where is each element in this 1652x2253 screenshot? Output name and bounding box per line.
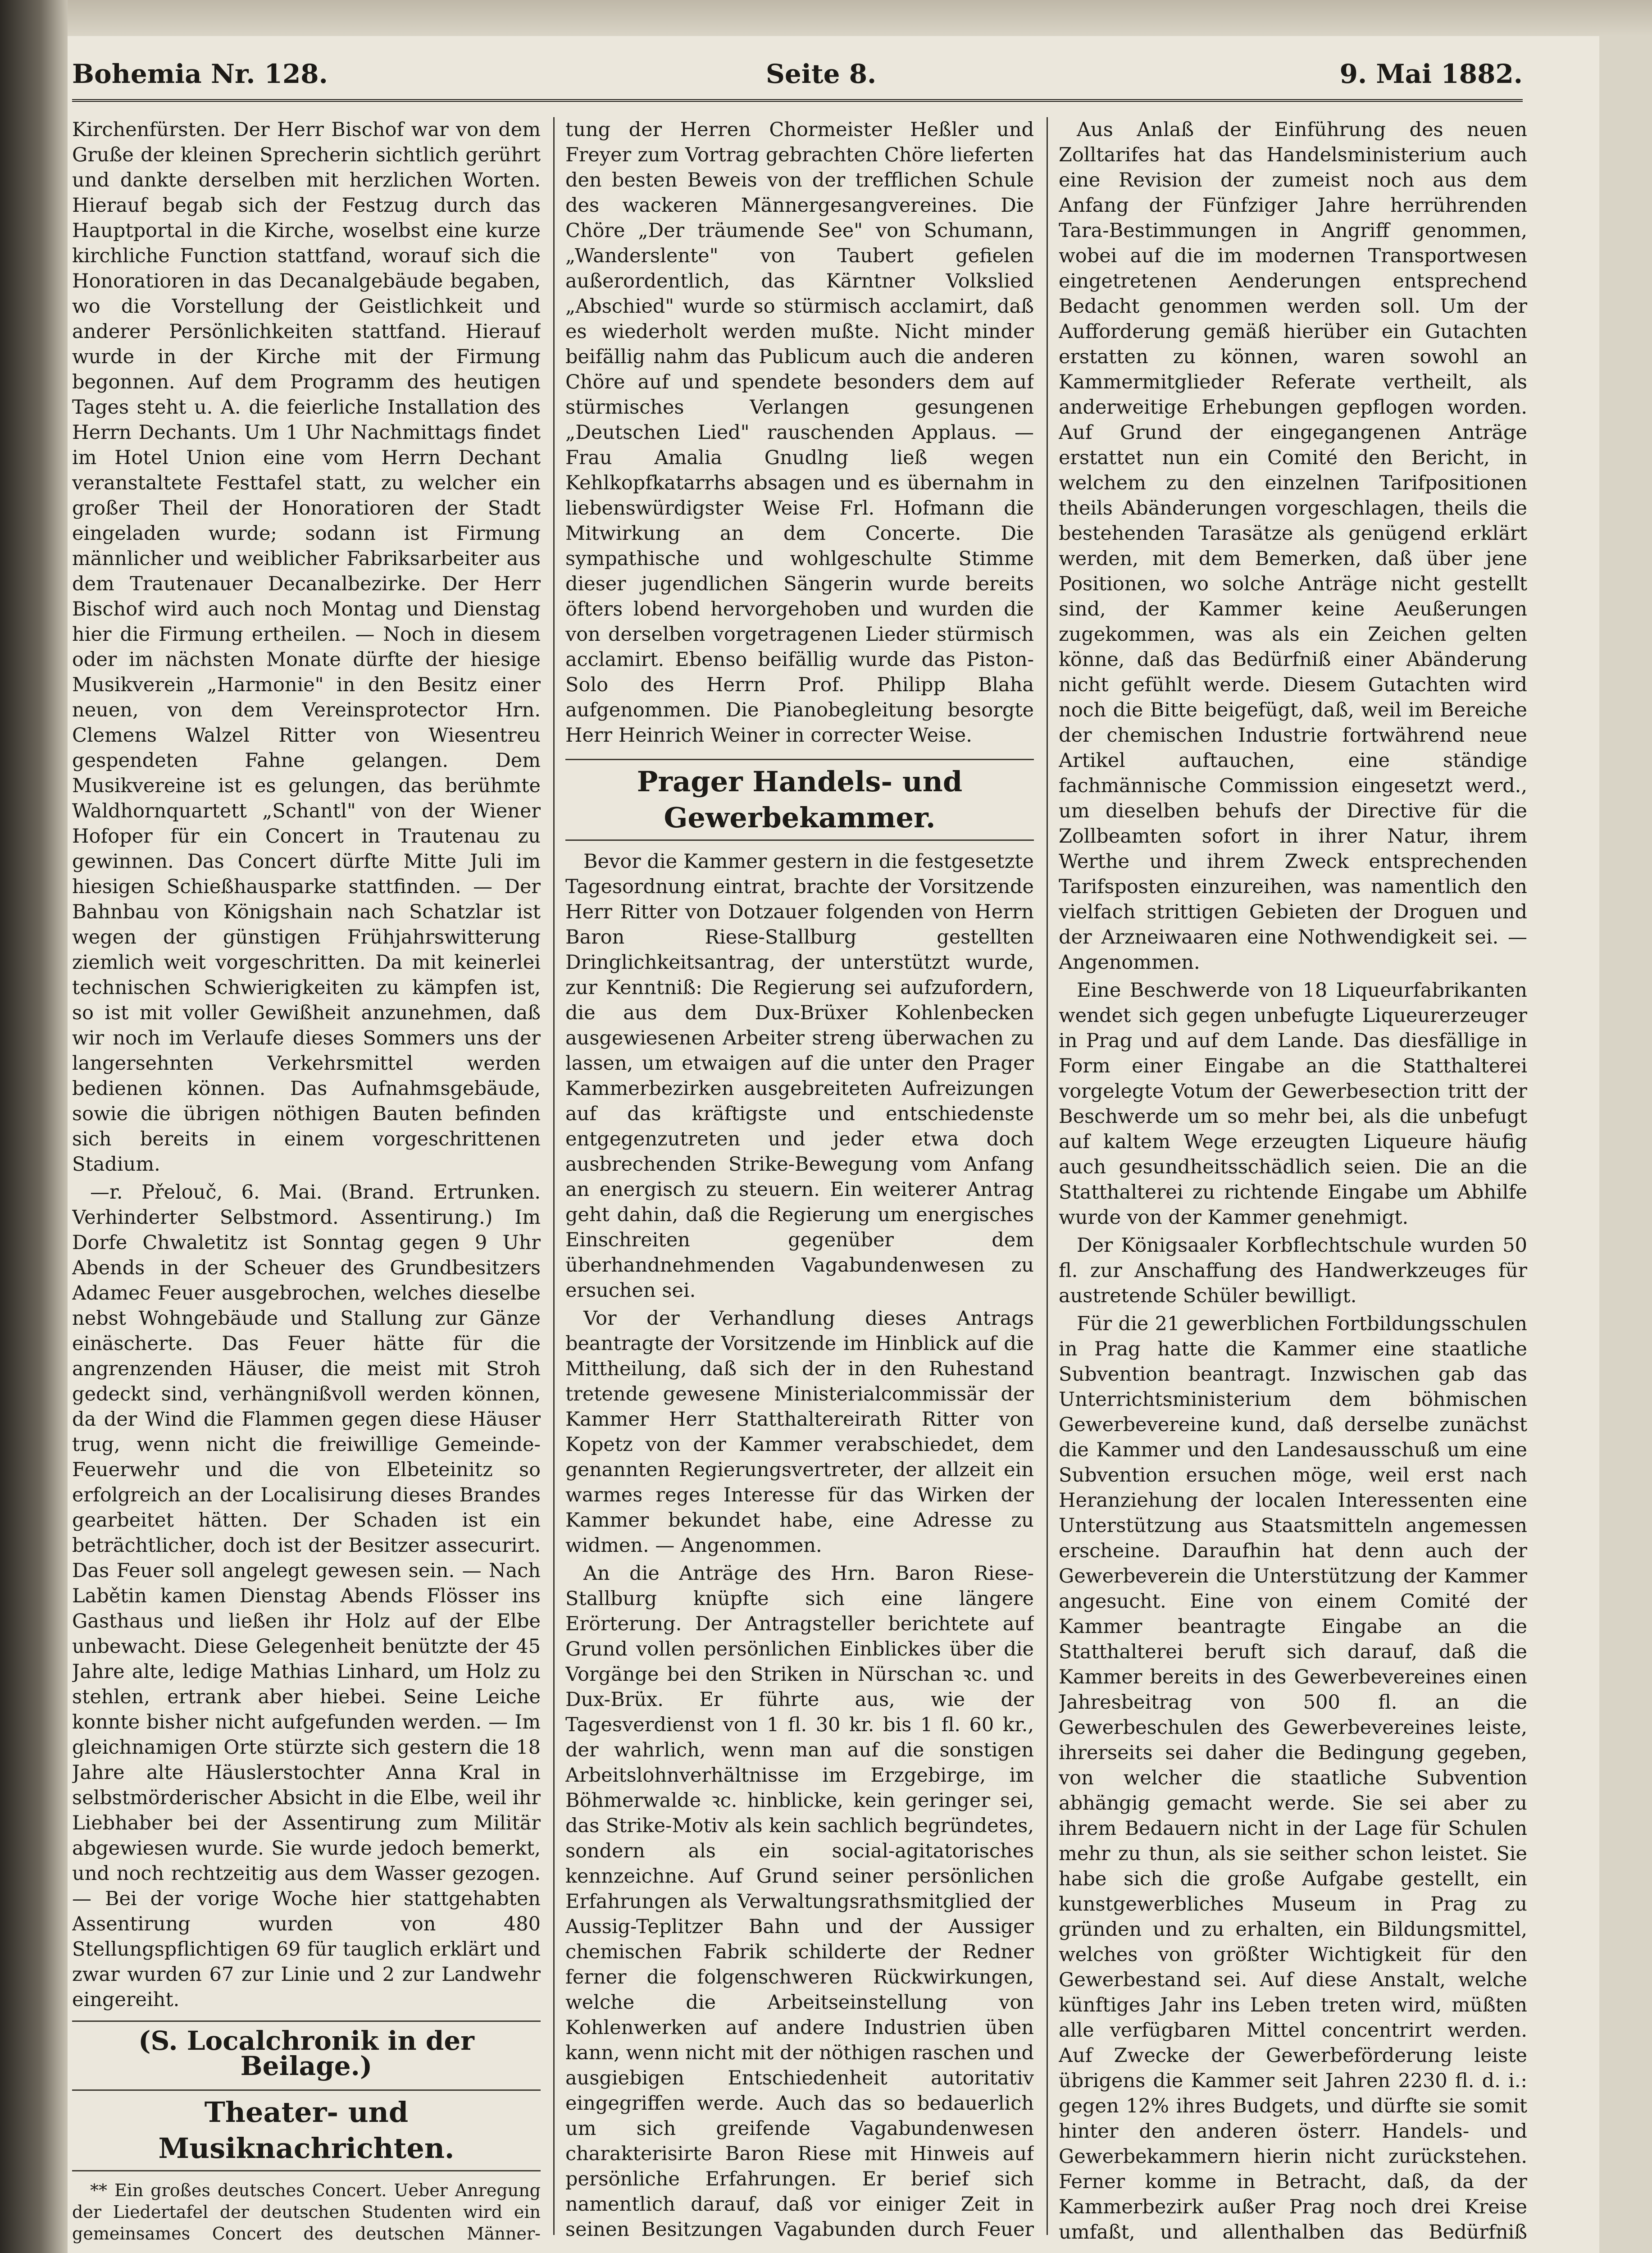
section-title-chamber: Prager Handels- und Gewerbekammer. xyxy=(565,759,1034,841)
page-top-edge xyxy=(68,0,1652,36)
article-text: Für die 21 gewerblichen Fortbildungsschulen in Prag hatte die Kammer eine staatliche Subvention beantragt. Inzwischen gab das Unterrichtsministerium dem böhmischen Gewerbevereine kund, daß derselbe zunächst die Kammer und den Landesausschuß um eine Subvention ersuchen möge, weil erst nach Heranziehung der localen Interessenten eine Unterstützung aus Staatsmitteln angemessen erscheine. Daraufhin hat denn auch der Gewerbeverein die Unterstützung der Kammer angesucht. Eine von einem Comité der Kammer beantragte Eingabe an die Statthalterei beruft sich darauf, daß die Kammer bereits in des Gewerbevereines einen Jahresbeitrag von 500 fl. an die Gewerbeschulen des Gewerbevereines leiste, ihrerseits sei daher die Bedingung gegeben, von welcher die staatliche Subvention abhängig gemacht werde. Sie sei aber zu ihrem Bedauern nicht in der Lage für Schulen mehr zu thun, als sie seither schon leistet. Sie habe sich die große Aufgabe gestellt, ein kunstgewerbliches Museum in Prag zu gründen und zu erhalten, ein Bildungsmittel, welches von größter Wichtigkeit für den Gewerbestand sei. Auf diese Anstalt, welche künftiges Jahr ins Leben treten wird, müßten alle verfügbaren Mittel concentrirt werden. Auf Zwecke der Gewerbeförderung leiste übrigens die Kammer seit Jahren 2230 fl. d. i.: gegen 12% ihres Budgets, und dürfte sie somit hinter den anderen österr. Handels- und Gewerbekammern hierin nicht zurückstehen. Ferner komme in Betracht, daß, da der Kammerbezirk außer Prag noch drei Kreise umfaßt, und allenthalben das Bedürfniß xyxy=(1059,1313,1527,2244)
article-text: Eine Beschwerde von 18 Liqueurfabrikanten wendet sich gegen unbefugte Liqueurerzeuger in Prag und auf dem Lande. Das diesfällige in Form einer Eingabe an die Statthalterei vorgelegte Votum der Gewerbesection tritt der Beschwerde um so mehr bei, als die unbefugt auf kaltem Wege erzeugten Liqueure häufig auch gesundheitsschädlich seien. Die an die Statthalterei zu richtende Eingabe um Abhilfe wurde von der Kammer genehmigt. xyxy=(1059,979,1527,1229)
column-1 xyxy=(72,117,541,2244)
article-text: Kirchenfürsten. Der Herr Bischof war von dem Gruße der kleinen Sprecherin sichtlich gerührt und dankte derselben mit herzlichen Worten. Hierauf begab sich der Festzug durch das Hauptportal in die Kirche, woselbst eine kurze kirchliche Function stattfand, worauf sich die Honoratioren in das Decanalgebäude begaben, wo die Vorstellung der Geistlichkeit und anderer Persönlichkeiten stattfand. Hierauf wurde in der Kirche mit der Firmung begonnen. Auf dem Programm des heutigen Tages steht u. A. die feierliche Installation des Herrn Dechants. Um 1 Uhr Nachmittags findet im Hotel Union eine vom Herrn Dechant veranstaltete Festtafel statt, zu welcher ein großer Theil der Honoratioren der Stadt eingeladen wurde; sodann ist Firmung männlicher und weiblicher Fabriksarbeiter aus dem Trautenauer Decanalbezirke. Der Herr Bischof wird auch noch Montag und Dienstag hier die Firmung ertheilen. — Noch in diesem oder im nächsten Monate dürfte der hiesige Musikverein „Harmonie" in den Besitz einer neuen, von dem Vereinsprotector Hrn. Clemens Walzel Ritter von Wiesentreu gespendeten Fahne gelangen. Dem Musikvereine ist es gelungen, das berühmte Waldhornquartett „Schantl" von der Wiener Hofoper für ein Concert in Trautenau zu gewinnen. Das Concert dürfte Mitte Juli im hiesigen Schießhausparke stattfinden. — Der Bahnbau von Königshain nach Schatzlar ist wegen der günstigen Frühjahrswitterung ziemlich weit vorgeschritten. Da mit keinerlei technischen Schwierigkeiten zu kämpfen ist, so ist mit voller Gewißheit anzunehmen, daß wir noch im Verlaufe dieses Sommers uns der langersehnten Verkehrsmittel werden bedienen können. Das Aufnahmsgebäude, sowie die übrigen nöthigen Bauten befinden sich bereits in einem vorgeschrittenen Stadium. xyxy=(72,119,541,1176)
header-date: 9. Mai 1882. xyxy=(1339,59,1523,89)
column-rule-1 xyxy=(553,117,555,2235)
article-text: —r. Přelouč, 6. Mai. (Brand. Ertrunken. Verhinderter Selbstmord. Assentirung.) Im Dorfe Chwaletitz ist Sonntag gegen 9 Uhr Abends in der Scheuer des Grundbesitzers Adamec Feuer ausgebrochen, welches dieselbe nebst Wohngebäude und Stallung zur Gänze einäscherte. Das Feuer hätte für die angrenzenden Häuser, die meist mit Stroh gedeckt sind, verhängnißvoll werden können, da der Wind die Flammen gegen diese Häuser trug, wenn nicht die freiwillige Gemeinde-Feuerwehr und die von Elbeteinitz so erfolgreich an der Localisirung dieses Brandes gearbeitet hätten. Der Schaden ist ein beträchtlicher, doch ist der Besitzer assecurirt. Das Feuer soll angelegt gewesen sein. — Nach Labětin kamen Dienstag Abends Flösser ins Gasthaus und ließen ihr Holz auf der Elbe unbewacht. Diese Gelegenheit benützte der 45 Jahre alte, ledige Mathias Linhard, um Holz zu stehlen, ertrank aber hiebei. Seine Leiche konnte bisher nicht aufgefunden werden. — Im gleichnamigen Orte stürzte sich gestern die 18 Jahre alte Häuslerstochter Anna Kral in selbstmörderischer Absicht in die Elbe, weil ihr Liebhaber bei der Assentirung zum Militär abgewiesen wurde. Sie wurde jedoch bemerkt, und noch rechtzeitig aus dem Wasser gezogen. — Bei der vorige Woche hier stattgehabten Assentirung wurden von 480 Stellungspflichtigen 69 für tauglich erklärt und zwar wurden 67 zur Linie und 2 zur Landwehr eingereiht. xyxy=(72,1181,541,2011)
article-text: tung der Herren Chormeister Heßler und Freyer zum Vortrag gebrachten Chöre lieferten den besten Beweis von der trefflichen Schule des wackeren Männergesangvereines. Die Chöre „Der träumende See" von Schumann, „Wanderslente" von Taubert gefielen außerordentlich, das Kärntner Volkslied „Abschied" wurde so stürmisch acclamirt, daß es wiederholt werden mußte. Nicht minder beifällig nahm das Publicum auch die anderen Chöre auf und spendete besonders dem auf stürmisches Verlangen gesungenen „Deutschen Lied" rauschenden Applaus. — Frau Amalia Gnudlng ließ wegen Kehlkopfkatarrhs absagen und es übernahm in liebenswürdigster Weise Frl. Hofmann die Mitwirkung an dem Concerte. Die sympathische und wohlgeschulte Stimme dieser jugendlichen Sängerin wurde bereits öfters lobend hervorgehoben und wurden die von derselben vorgetragenen Lieder stürmisch acclamirt. Ebenso beifällig wurde das Piston-Solo des Herrn Prof. Philipp Blaha aufgenommen. Die Pianobegleitung besorgte Herr Heinrich Weiner in correcter Weise. xyxy=(565,119,1034,747)
book-spine xyxy=(0,0,68,2253)
page-header xyxy=(72,50,1523,102)
article-text: Vor der Verhandlung dieses Antrags beantragte der Vorsitzende im Hinblick auf die Mittheilung, daß sich der in den Ruhestand tretende gewesene Ministerialcommissär der Kammer Herr Statthaltereirath Ritter von Kopetz von der Kammer verabschiedet, dem genannten Regierungsvertreter, der allzeit ein warmes reges Interesse für das Wirken der Kammer bekundet habe, eine Adresse zu widmen. — Angenommen. xyxy=(565,1307,1034,1557)
article-text: Der Königsaaler Korbflechtschule wurden 50 fl. zur Anschaffung des Handwerkzeuges für austretende Schüler bewilligt. xyxy=(1059,1234,1527,1307)
column-rule-2 xyxy=(1047,117,1048,2235)
header-page-number: Seite 8. xyxy=(766,59,877,89)
column-3 xyxy=(1059,117,1527,2244)
article-text: An die Anträge des Hrn. Baron Riese-Stallburg knüpfte sich eine längere Erörterung. Der Antragsteller berichtete auf Grund vollen persönlichen Einblickes über die Vorgänge bei den Striken in Nürschan ꝛc. und Dux-Brüx. Er führte aus, wie der Tagesverdienst von 1 fl. 30 kr. bis 1 fl. 60 kr., der wahrlich, wenn man auf die sonstigen Arbeitslohnverhältnisse im Erzgebirge, im Böhmerwalde ꝛc. hinblicke, kein geringer sei, das Strike-Motiv als kein sachlich begründetes, sondern als ein social-agitatorisches kennzeichne. Auf Grund seiner persönlichen Erfahrungen als Verwaltungsrathsmitglied der Aussig-Teplitzer Bahn und der Aussiger chemischen Fabrik schilderte der Redner ferner die folgenschweren Rückwirkungen, welche die Arbeitseinstellung von Kohlenwerken auf andere Industrien üben kann, wenn nicht mit der nöthigen raschen und ausgiebigen Entschiedenheit autoritativ eingegriffen werde. Auch das so bedauerlich um sich greifende Vagabundenwesen charakterisirte Baron Riese mit Hinweis auf persönliche Erfahrungen. Er berief sich namentlich darauf, daß vor einiger Zeit in seinen Besitzungen Vagabunden durch Feuer xyxy=(565,1562,1034,2241)
article-text: Bevor die Kammer gestern in die festgesetzte Tagesordnung eintrat, brachte der Vorsitzende Herr Ritter von Dotzauer folgenden von Herrn Baron Riese-Stallburg gestellten Dringlichkeitsantrag, der unterstützt wurde, zur Kenntniß: Die Regierung sei aufzufordern, die aus dem Dux-Brüxer Kohlenbecken ausgewiesenen Arbeiter streng überwachen zu lassen, um etwaigen auf die unter den Prager Kammerbezirken ausgebreiteten Aufreizungen auf das kräftigste und entschiedenste entgegenzutreten und jeder etwa doch ausbrechenden Strike-Bewegung vom Anfang an energisch zu steuern. Ein weiterer Antrag geht dahin, daß die Regierung um energisches Einschreiten gegenüber dem überhandnehmenden Vagabundenwesen zu ersuchen sei. xyxy=(565,850,1034,1302)
article-text: ** Ein großes deutsches Concert. Ueber Anregung der Liedertafel der deutschen Studenten wird ein gemeinsames Concert des deutschen Männer- xyxy=(72,2180,541,2244)
article-text: Aus Anlaß der Einführung des neuen Zolltarifes hat das Handelsministerium auch eine Revision der zumeist noch aus dem Anfang der Fünfziger Jahre herrührenden Tara-Bestimmungen in Angriff genommen, wobei auf die im modernen Transportwesen eingetretenen Aenderungen entsprechend Bedacht genommen werden soll. Um der Aufforderung gemäß hierüber ein Gutachten erstatten zu können, waren sowohl an Kammermitglieder Referate vertheilt, als anderweitige Erhebungen gepflogen worden. Auf Grund der eingegangenen Anträge erstattet nun ein Comité den Bericht, in welchem zu den einzelnen Tarifpositionen theils Abänderungen vorgeschlagen, theils die bestehenden Tarasätze als genügend erklärt werden, mit dem Bemerken, daß über jene Positionen, wo solche Anträge nicht gestellt sind, der Kammer keine Aeußerungen zugekommen, was als ein Zeichen gelten könne, daß das Bedürfniß einer Abänderung nicht gefühlt werde. Diesem Gutachten wird noch die Bitte beigefügt, daß, weil im Bereiche der chemischen Industrie fortwährend neue Artikel auftauchen, eine ständige fachmännische Commission eingesetzt werd., um dieselben behufs der Directive für die Zollbeamten sofort in ihrer Natur, ihrem Werthe und ihrem Zweck entsprechenden Tarifsposten einzureihen, was namentlich den vielfach strittigen Gebieten der Droguen und der Arzneiwaaren eine Nothwendigkeit sei. — Angenommen. xyxy=(1059,119,1527,974)
column-2 xyxy=(565,117,1034,2244)
header-publication: Bohemia Nr. 128. xyxy=(72,59,328,89)
locale-note: (S. Localchronik in der Beilage.) xyxy=(72,2020,541,2079)
section-title-theater: Theater- und Musiknachrichten. xyxy=(72,2089,541,2171)
